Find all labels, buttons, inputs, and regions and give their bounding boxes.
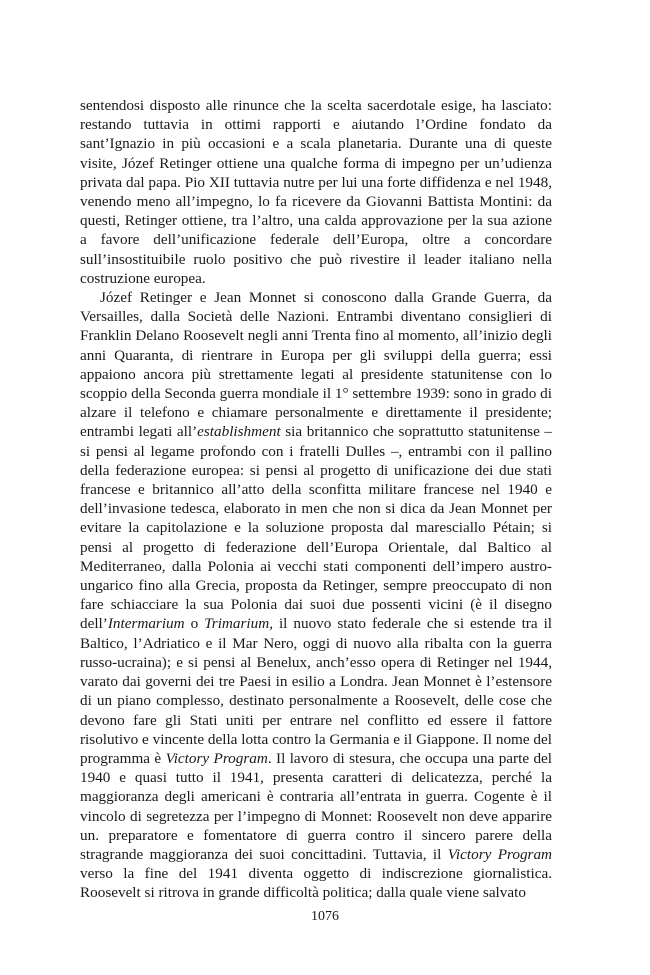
italic-run: Victory Program	[165, 749, 268, 767]
page-number: 1076	[311, 909, 339, 924]
italic-run: Intermarium	[107, 615, 185, 633]
text-run: sia britannico che soprattutto statunitense – si pensi al legame profondo con i fratelli Dulles –, entrambi con il pallino della federazione europea: si pensi al progetto di unificazione dei due stati francese e britannico all’atto della sconfitta militare francese nel 1940 e dell’invasione tedesca, elaborato in men che non si dica da Jean Monnet per evitare la capitolazione e la soluzione proposta dal maresciallo Pétain; si pensi al progetto di federazione dell’Europa Orientale, dal Baltico al Mediterraneo, dalla Polonia ai vecchi stati componenti dell’impero austro-ungarico fino alla Grecia, proposta da Retinger, sempre preoccupato di non fare schiacciare la sua Polonia dai suoi due possenti vicini (è il disegno dell’	[80, 423, 553, 633]
page-body	[80, 96, 552, 903]
text-run: , il nuovo stato federale che si estende tra il Baltico, l’Adriatico e il Mar Nero, oggi di nuovo alla ribalta con la guerra russo-ucraina); e si pensi al Benelux, anch’esso opera di Retinger nel 1944, varato dai governi dei tre Paesi in esilio a Londra. Jean Monnet è l’estensore di un piano complesso, destinato personalmente a Roosevelt, delle cose che devono fare gli Stati uniti per entrare nel conflitto ed essere il fattore risolutivo e vincente della lotta contro la Germania e il Giappone. Il nome del programma è	[80, 615, 553, 767]
text-run: verso la fine del 1941 diventa oggetto di indiscrezione giornalistica. Roosevelt si ritrova in grande difficoltà politica; dalla quale viene salvato	[80, 865, 552, 902]
paragraph-1: sentendosi disposto alle rinunce che la scelta sacerdotale esige, ha lasciato: restando tuttavia in ottimi rapporti e aiutando l’Ordine fondato da sant’Ignazio in più occasioni e a scala planetaria. Durante una di queste visite, Józef Retinger ottiene una qualche forma di impegno per un’udienza privata dal papa. Pio XII tuttavia nutre per lui una forte diffidenza e nel 1948, venendo meno all’impegno, lo fa ricevere da Giovanni Battista Montini: da questi, Retinger ottiene, tra l’altro, una calda approvazione per la sua azione a favore dell’unificazione federale dell’Europa, oltre a concordare sull’insostituibile ruolo positivo che può rivestire il leader italiano nella costruzione europea.	[80, 97, 552, 287]
italic-run: Victory Program	[447, 845, 553, 863]
text-run: Józef Retinger e Jean Monnet si conoscono dalla Grande Guerra, da Versailles, dalla Società delle Nazioni. Entrambi diventano consiglieri di Franklin Delano Roosevelt negli anni Trenta fino al momento, all’inizio degli anni Quaranta, di rientrare in Europa per gli sviluppi della guerra; essi appaiono ancora più strettamente legati al presidente statunitense con lo scoppio della Seconda guerra mondiale il 1° settembre 1939: sono in grado di alzare il telefono e chiamare personalmente e direttamente il presidente; entrambi legati all’	[80, 289, 552, 441]
italic-run: Trimarium	[204, 615, 270, 633]
italic-run: establishment	[197, 423, 281, 441]
text-run: . Il lavoro di stesura, che occupa una parte del 1940 e quasi tutto il 1941, presenta caratteri di delicatezza, perché la maggioranza degli americani è contraria all’entrata in guerra. Cogente è il vincolo di segretezza per l’impegno di Monnet: Roosevelt non deve apparire un. preparatore e fomentatore di guerra contro il sincero parere della stragrande maggioranza dei suoi concittadini. Tuttavia, il	[80, 749, 553, 863]
text-run: o	[184, 615, 205, 633]
paragraph-2	[80, 288, 552, 903]
